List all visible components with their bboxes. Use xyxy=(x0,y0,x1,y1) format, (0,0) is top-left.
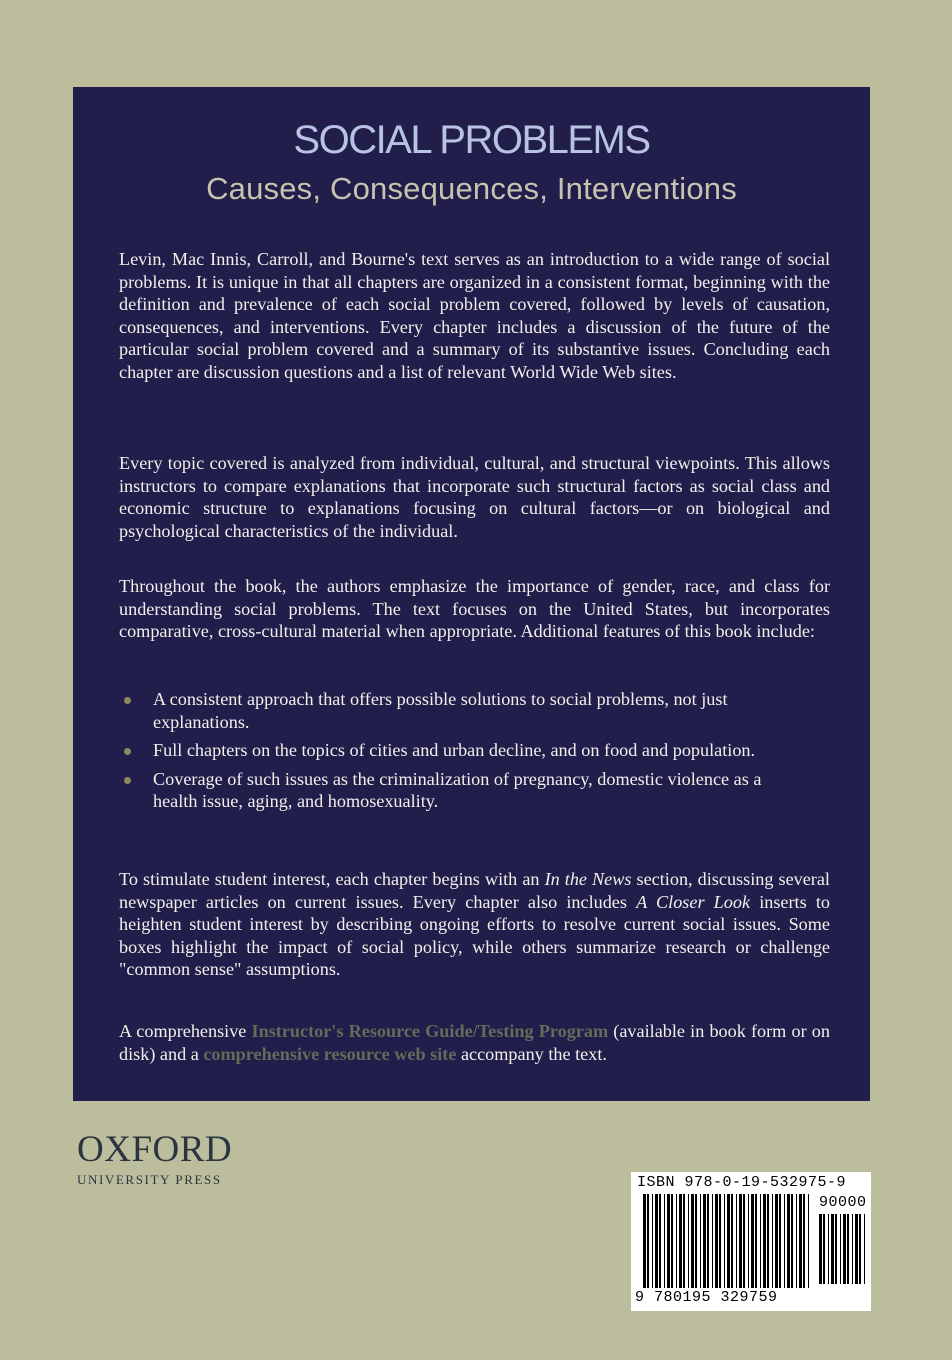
bullet-dot-icon xyxy=(124,748,131,755)
isbn-barcode xyxy=(631,1172,871,1311)
list-item xyxy=(119,688,773,733)
publisher-subline: UNIVERSITY PRESS xyxy=(77,1172,222,1187)
description-paragraph-4 xyxy=(119,868,830,981)
list-item-text: Full chapters on the topics of cities and urban decline, and on food and population. xyxy=(153,740,756,761)
isbn-label: ISBN 978-0-19-532975-9 xyxy=(637,1174,847,1191)
paragraph-5-text: (available in book form or on disk) and a xyxy=(119,1021,830,1064)
paragraph-4-text: inserts to heighten student interest by describing ongoing efforts to resolve current social issues. Some boxes highlight the impact of social policy, while others summarize research or challenge "common sense" assumptions. xyxy=(119,891,830,980)
ean-digits: 9 780195 329759 xyxy=(635,1289,778,1306)
paragraph-4-text: section, discussing several newspaper articles on current issues. Every chapter also includes xyxy=(119,869,830,912)
instructor-guide-highlight: Instructor's Resource Guide/Testing Program xyxy=(251,1021,609,1041)
description-paragraph-5 xyxy=(119,1020,830,1065)
back-cover-panel xyxy=(73,87,870,1101)
book-title: SOCIAL PROBLEMS xyxy=(293,118,650,162)
paragraph-5-text: accompany the text. xyxy=(456,1043,607,1064)
publisher-logo xyxy=(77,1130,245,1188)
paragraph-4-text: To stimulate student interest, each chapter begins with an xyxy=(119,869,545,889)
description-paragraph-2: Every topic covered is analyzed from individual, cultural, and structural viewpoints. This allows instructors to compare explanations that incorporate such structural factors as social class and economic structure to explanations focusing on cultural factors—or on biological and psychological characteristics of the individual. xyxy=(119,453,830,541)
bullet-dot-icon xyxy=(124,697,131,704)
bullet-dot-icon xyxy=(124,777,131,784)
description-paragraph-3: Throughout the book, the authors emphasize the importance of gender, race, and class for understanding social problems. The text focuses on the United States, but incorporates comparative, cross-cultural material when appropriate. Additional features of this book include: xyxy=(119,576,830,642)
publisher-name: OXFORD xyxy=(77,1129,233,1170)
features-list xyxy=(119,688,830,819)
list-item xyxy=(119,768,773,813)
list-item xyxy=(119,739,773,762)
description-paragraph-1: Levin, Mac Innis, Carroll, and Bourne's text serves as an introduction to a wide range of social problems. It is unique in that all chapters are organized in a consistent format, beginning with the definition and prevalence of each social problem covered, followed by levels of causation, consequences, and interventions. Every chapter includes a discussion of the future of the particular social problem covered and a summary of its substantive issues. Concluding each chapter are discussion questions and a list of relevant World Wide Web sites. xyxy=(119,249,830,382)
paragraph-5-text: A comprehensive xyxy=(119,1021,252,1041)
list-item-text: Coverage of such issues as the criminalization of pregnancy, domestic violence as a health issue, aging, and homosexuality. xyxy=(153,768,762,812)
a-closer-look-italic: A Closer Look xyxy=(636,891,751,912)
in-the-news-italic: In the News xyxy=(544,869,632,889)
list-item-text: A consistent approach that offers possible solutions to social problems, not just explanations. xyxy=(153,689,728,732)
price-code: 90000 xyxy=(819,1194,867,1211)
book-subtitle: Causes, Consequences, Interventions xyxy=(206,171,737,206)
resource-website-highlight: comprehensive resource web site xyxy=(203,1043,457,1064)
